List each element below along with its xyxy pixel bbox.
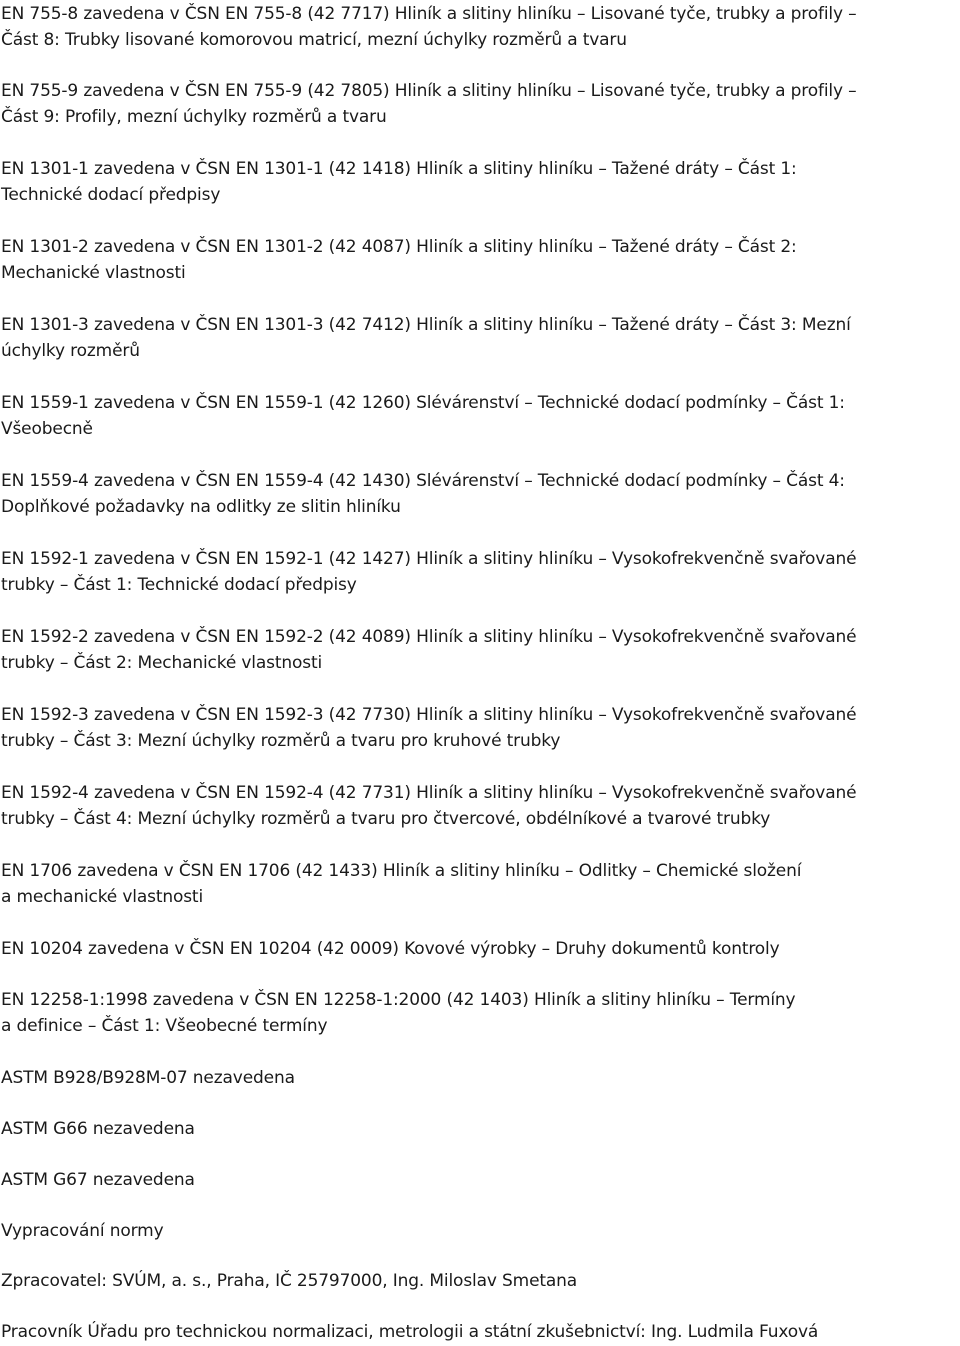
standard-entry-en-1559-1: EN 1559-1 zavedena v ČSN EN 1559-1 (42 1260) Slévárenství – Technické dodací podmínky – Část 1: Všeobecně <box>1 393 845 439</box>
standard-entry-en-1301-3: EN 1301-3 zavedena v ČSN EN 1301-3 (42 7412) Hliník a slitiny hliníku – Tažené dráty – Část 3: Mezní úchylky rozměrů <box>1 315 851 361</box>
processor-line: Zpracovatel: SVÚM, a. s., Praha, IČ 25797000, Ing. Miloslav Smetana <box>1 1271 578 1291</box>
standard-entry-en-1706: EN 1706 zavedena v ČSN EN 1706 (42 1433) Hliník a slitiny hliníku – Odlitky – Chemické složení a mechanické vlastnosti <box>1 861 802 907</box>
standard-entry-astm-b928: ASTM B928/B928M-07 nezavedena <box>1 1068 295 1088</box>
section-heading-preparation: Vypracování normy <box>1 1221 164 1241</box>
standard-entry-en-1592-4: EN 1592-4 zavedena v ČSN EN 1592-4 (42 7731) Hliník a slitiny hliníku – Vysokofrekvenčně svařované trubky – Část 4: Mezní úchylky rozměrů a tvaru pro čtvercové, obdélníkové a tvarové trubky <box>1 783 857 829</box>
standard-entry-en-10204: EN 10204 zavedena v ČSN EN 10204 (42 0009) Kovové výrobky – Druhy dokumentů kontroly <box>1 939 780 959</box>
standard-entry-en-755-9: EN 755-9 zavedena v ČSN EN 755-9 (42 7805) Hliník a slitiny hliníku – Lisované tyče, trubky a profily – Část 9: Profily, mezní úchylky rozměrů a tvaru <box>1 81 857 127</box>
standard-entry-astm-g67: ASTM G67 nezavedena <box>1 1170 195 1190</box>
standard-entry-astm-g66: ASTM G66 nezavedena <box>1 1119 195 1139</box>
standard-entry-en-1592-3: EN 1592-3 zavedena v ČSN EN 1592-3 (42 7730) Hliník a slitiny hliníku – Vysokofrekvenčně svařované trubky – Část 3: Mezní úchylky rozměrů a tvaru pro kruhové trubky <box>1 705 857 751</box>
standard-entry-en-1301-2: EN 1301-2 zavedena v ČSN EN 1301-2 (42 4087) Hliník a slitiny hliníku – Tažené dráty – Část 2: Mechanické vlastnosti <box>1 237 797 283</box>
standard-entry-en-1301-1: EN 1301-1 zavedena v ČSN EN 1301-1 (42 1418) Hliník a slitiny hliníku – Tažené dráty – Část 1: Technické dodací předpisy <box>1 159 797 205</box>
standard-entry-en-1592-2: EN 1592-2 zavedena v ČSN EN 1592-2 (42 4089) Hliník a slitiny hliníku – Vysokofrekvenčně svařované trubky – Část 2: Mechanické vlastnosti <box>1 627 857 673</box>
standard-entry-en-1559-4: EN 1559-4 zavedena v ČSN EN 1559-4 (42 1430) Slévárenství – Technické dodací podmínky – Část 4: Doplňkové požadavky na odlitky ze slitin hliníku <box>1 471 845 517</box>
standard-entry-en-755-8: EN 755-8 zavedena v ČSN EN 755-8 (42 7717) Hliník a slitiny hliníku – Lisované tyče, trubky a profily – Část 8: Trubky lisované komorovou matricí, mezní úchylky rozměrů a tvaru <box>1 4 857 50</box>
office-worker-line: Pracovník Úřadu pro technickou normalizaci, metrologii a státní zkušebnictví: Ing. Ludmila Fuxová <box>1 1322 819 1342</box>
standard-entry-en-12258-1: EN 12258-1:1998 zavedena v ČSN EN 12258-1:2000 (42 1403) Hliník a slitiny hliníku – Termíny a definice – Část 1: Všeobecné termíny <box>1 990 796 1036</box>
standard-entry-en-1592-1: EN 1592-1 zavedena v ČSN EN 1592-1 (42 1427) Hliník a slitiny hliníku – Vysokofrekvenčně svařované trubky – Část 1: Technické dodací předpisy <box>1 549 857 595</box>
